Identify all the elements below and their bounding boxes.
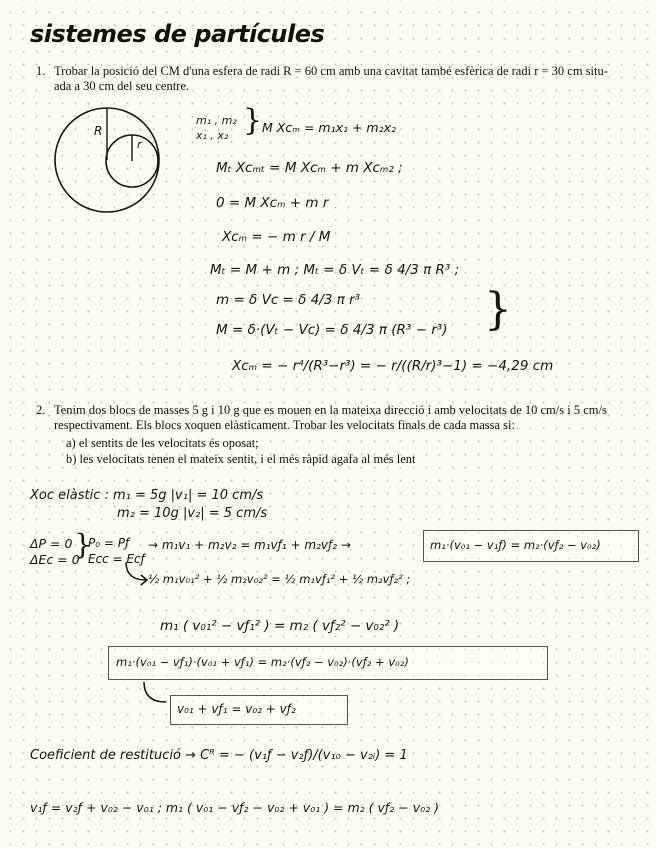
sol2-boxed-factored-text: m₁·(v₀₁ − vƒ₁)·(v₀₁ + vƒ₁) = m₂·(vƒ₂ − v₀₂)·(vƒ₂ + v₀₂) bbox=[116, 655, 409, 669]
problem-1-text bbox=[54, 64, 646, 94]
sol2-brace: } bbox=[74, 528, 92, 561]
sol1-eq-5: Mₜ = M + m ; Mₜ = δ Vₜ = δ 4/3 π R³ ; bbox=[210, 262, 460, 278]
problem-1-number: 1. bbox=[36, 64, 46, 78]
sphere-cavity-figure bbox=[50, 104, 165, 216]
problem-2-line-2: respectivament. Els blocs xoquen elàsticament. Trobar les velocitats finals de cada massa si: bbox=[54, 418, 515, 432]
sol2-final-eq: v₁ƒ = v₂ƒ + v₀₂ − v₀₁ ; m₁ ( v₀₁ − vƒ₂ − v₀₂ + v₀₁ ) = m₂ ( vƒ₂ − v₀₂ ) bbox=[30, 800, 439, 815]
sol1-eq-4: Xᴄₘ = − m r / M bbox=[222, 229, 331, 245]
sol2-p-cons: P₀ = Pƒ bbox=[88, 536, 130, 550]
sol1-cm-def: M Xᴄₘ = m₁x₁ + m₂x₂ bbox=[262, 120, 397, 135]
sol1-brace-2: } bbox=[484, 284, 512, 335]
sol2-header-1: Xoc elàstic : m₁ = 5g |v₁| = 10 cm/s bbox=[30, 488, 264, 503]
sol2-restitution: Coeficient de restitució → Cᴿ = − (v₁ƒ − v₂ƒ)/(v₁₀ − v₂ᵢ) = 1 bbox=[30, 748, 408, 763]
sol2-boxed-momentum-text: m₁·(v₀₁ − v₁ƒ) = m₂·(vƒ₂ − v₀₂) bbox=[430, 538, 601, 552]
page-title: sistemes de partícules bbox=[30, 20, 325, 48]
problem-2-line-1: Tenim dos blocs de masses 5 g i 10 g que es mouen en la mateixa direcció i amb velocitats de 10 cm/s i 5 cm/s bbox=[54, 403, 607, 417]
sol1-positions: x₁ , x₂ bbox=[196, 129, 229, 142]
sol1-result: Xᴄₘ = − r⁴/(R³−r³) = − r/((R/r)³−1) = −4,29 cm bbox=[232, 358, 554, 374]
sol2-arrow-hook-2 bbox=[140, 680, 170, 710]
problem-1 bbox=[36, 64, 646, 94]
sol1-eq-6: m = δ Vᴄ = δ 4/3 π r³ bbox=[216, 292, 361, 308]
sol2-momentum-eq: → m₁v₁ + m₂v₂ = m₁vƒ₁ + m₂vƒ₂ → bbox=[148, 538, 351, 552]
problem-2-item-b: b) les velocitats tenen el mateix sentit, i el més ràpid agafa al més lent bbox=[66, 452, 416, 466]
problem-2-item-a: a) el sentits de les velocitats és oposat; bbox=[66, 436, 259, 450]
sol2-header-2: m₂ = 10g |v₂| = 5 cm/s bbox=[117, 506, 268, 521]
sol1-brace-1: } bbox=[243, 103, 263, 138]
problem-1-line-2: ada a 30 cm del seu centre. bbox=[54, 79, 190, 93]
sol1-eq-3: 0 = M Xᴄₘ + m r bbox=[216, 195, 329, 211]
problem-2 bbox=[36, 403, 648, 433]
sol1-masses: m₁ , m₂ bbox=[196, 114, 237, 127]
sol2-cond-energy: ΔEᴄ = 0 bbox=[30, 552, 80, 567]
problem-1-line-1: Trobar la posició del CM d'una esfera de radi R = 60 cm amb una cavitat també esfèrica de radi r = 30 cm situ- bbox=[54, 64, 608, 78]
sol1-eq-7: M = δ·(Vₜ − Vᴄ) = δ 4/3 π (R³ − r³) bbox=[216, 322, 448, 338]
sol2-energy-eq: ½ m₁v₀₁² + ½ m₂v₀₂² = ½ m₁vƒ₁² + ½ m₂vƒ₂² ; bbox=[148, 572, 411, 586]
sol2-cond-momentum: ΔP = 0 bbox=[30, 536, 73, 551]
sol2-e-cons: Eᴄᴄ = Eᴄƒ bbox=[88, 552, 145, 566]
sol1-eq-2: Mₜ Xᴄₘₜ = M Xᴄₘ + m Xᴄₘ₂ ; bbox=[216, 160, 403, 176]
big-radius-label: R bbox=[94, 124, 103, 138]
problem-2-number: 2. bbox=[36, 403, 46, 417]
sol2-energy-eq-2: m₁ ( v₀₁² − vƒ₁² ) = m₂ ( vƒ₂² − v₀₂² ) bbox=[160, 618, 400, 634]
problem-2-text bbox=[54, 403, 648, 433]
small-radius-label: r bbox=[137, 138, 142, 151]
sol2-boxed-velocity-text: v₀₁ + vƒ₁ = v₀₂ + vƒ₂ bbox=[177, 702, 296, 716]
